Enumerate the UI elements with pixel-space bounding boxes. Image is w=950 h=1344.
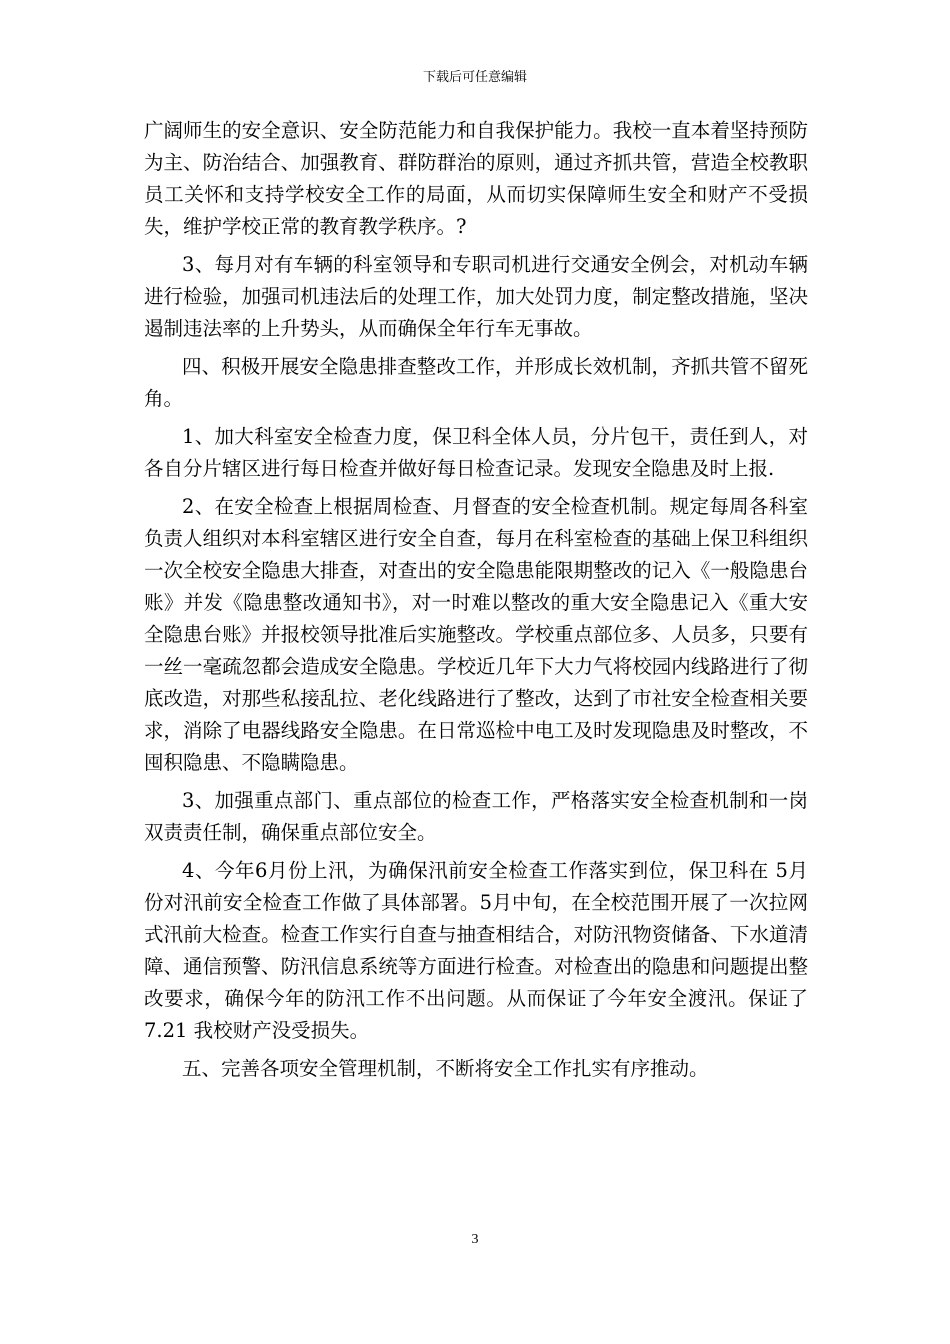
document-body	[144, 115, 808, 1091]
paragraph-item-4-flood: 4、今年6月份上汛，为确保汛前安全检查工作落实到位，保卫科在 5月份对汛前安全检查工作做了具体部署。5月中旬，在全校范围开展了一次拉网式汛前大检查。检查工作实行自查与抽查相结合，对防汛物资储备、下水道清障、通信预警、防汛信息系统等方面进行检查。对检查出的隐患和问题提出整改要求，确保今年的防汛工作不出问题。从而保证了今年安全渡汛。保证了 7.21 我校财产没受损失。	[144, 859, 808, 1042]
section-heading-5: 五、完善各项安全管理机制，不断将安全工作扎实有序推动。	[182, 1057, 709, 1080]
page-header: 下载后可任意编辑	[422, 70, 527, 85]
page-number: 3	[471, 1232, 479, 1247]
paragraph-item-3-traffic: 3、每月对有车辆的科室领导和专职司机进行交通安全例会，对机动车辆进行检验，加强司机违法后的处理工作，加大处罚力度，制定整改措施，坚决遏制违法率的上升势头，从而确保全年行车无事故。	[144, 253, 808, 340]
paragraph-item-2-mechanism: 2、在安全检查上根据周检查、月督查的安全检查机制。规定每周各科室负责人组织对本科室辖区进行安全自查，每月在科室检查的基础上保卫科组织一次全校安全隐患大排查，对查出的安全隐患能限期整改的记入《一般隐患台账》并发《隐患整改通知书》，对一时难以整改的重大安全隐患记入《重大安全隐患台账》并报校领导批准后实施整改。学校重点部位多、人员多，只要有一丝一毫疏忽都会造成安全隐患。学校近几年下大力气将校园内线路进行了彻底改造，对那些私接乱拉、老化线路进行了整改，达到了市社安全检查相关要求，消除了电器线路安全隐患。在日常巡检中电工及时发现隐患及时整改，不囤积隐患、不隐瞒隐患。	[144, 495, 808, 774]
paragraph-continuation: 广阔师生的安全意识、安全防范能力和自我保护能力。我校一直本着坚持预防为主、防治结合、加强教育、群防群治的原则，通过齐抓共管，营造全校教职员工关怀和支持学校安全工作的局面，从而切实保障师生安全和财产不受损失，维护学校正常的教育教学秩序。?	[144, 119, 808, 238]
section-heading-4: 四、积极开展安全隐患排查整改工作，并形成长效机制，齐抓共管不留死角。	[144, 355, 808, 410]
paragraph-item-3-key-areas: 3、加强重点部门、重点部位的检查工作，严格落实安全检查机制和一岗双责责任制，确保重点部位安全。	[144, 789, 808, 844]
paragraph-item-1-inspection: 1、加大科室安全检查力度，保卫科全体人员，分片包干，责任到人，对各自分片辖区进行每日检查并做好每日检查记录。发现安全隐患及时上报.	[144, 425, 808, 480]
